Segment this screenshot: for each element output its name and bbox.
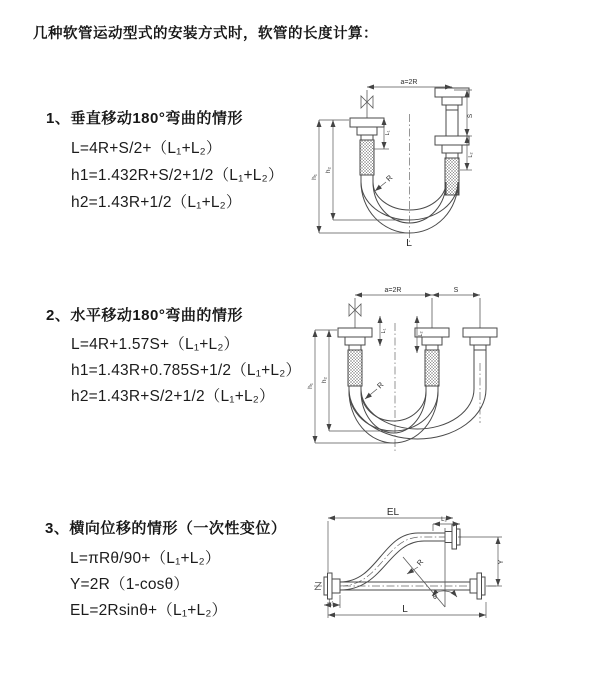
- dimension-stroke-s: [432, 287, 480, 295]
- section-2-formula-h1: h1=1.43R+0.785S+1/2（L₁+L₂）: [71, 362, 302, 379]
- section-3-formula-Y: Y=2R（1-cosθ）: [70, 576, 190, 593]
- dimension-l2: [417, 316, 424, 353]
- theta-label: θ: [433, 594, 437, 601]
- section-3-formula-EL: EL=2Rsinθ+（L₁+L₂）: [70, 602, 228, 619]
- h1-label: h₁: [311, 174, 318, 180]
- hose-right-fittings: [435, 88, 469, 195]
- h2-label: h₂: [321, 376, 328, 384]
- radius-label: R: [414, 557, 426, 568]
- span-label: a=2R: [384, 287, 402, 294]
- dimension-span: [367, 79, 452, 88]
- diagram-horizontal-180-bend: [303, 283, 595, 468]
- l1-label: L₁: [381, 328, 387, 334]
- l1-label: L₁: [328, 599, 334, 605]
- l2-label: L₂: [468, 152, 474, 158]
- diagram-vertical-180-bend: [305, 72, 595, 257]
- section-1-formula-h2: h2=1.43R+1/2（L₁+L₂）: [71, 194, 242, 211]
- dimension-el: [328, 507, 453, 572]
- l2-label: L₂: [418, 331, 424, 337]
- hose-moved-fitting: [463, 328, 497, 363]
- section-3-heading: 3、横向位移的情形（一次性变位）: [45, 520, 287, 537]
- hose-left-fitting: [338, 328, 372, 386]
- length-label: L: [406, 237, 412, 249]
- section-1-formula-h1: h1=1.432R+S/2+1/2（L₁+L₂）: [71, 167, 284, 184]
- page-title: 几种软管运动型式的安装方式时，软管的长度计算：: [33, 26, 378, 42]
- dimension-l1: [380, 316, 387, 346]
- stroke-label: S: [467, 113, 474, 119]
- dimension-h1: [311, 120, 409, 233]
- dimension-l: [328, 602, 486, 618]
- section-3-formula-L: L=πRθ/90+（L₁+L₂）: [70, 550, 221, 567]
- span-label: a=2R: [400, 79, 418, 86]
- radius-label: R: [375, 380, 386, 391]
- l2-label: L₂: [441, 517, 447, 523]
- h1-label: h₁: [307, 383, 314, 389]
- section-1-formula-L: L=4R+S/2+（L₁+L₂）: [71, 140, 222, 157]
- section-1-heading: 1、垂直移动180°弯曲的情形: [46, 110, 243, 127]
- diagram-lateral-displacement: [300, 500, 600, 650]
- hose-left-flange: [324, 573, 340, 599]
- radius-callout: [375, 173, 395, 191]
- l1-label: L₁: [385, 130, 391, 136]
- hose-displaced-curve: [340, 525, 460, 590]
- section-2-formula-L: L=4R+1.57S+（L₁+L₂）: [71, 336, 240, 353]
- length-label: L: [402, 604, 408, 615]
- h2-label: h₂: [325, 166, 332, 174]
- el-label: EL: [386, 507, 400, 518]
- dimension-span: [355, 287, 432, 295]
- section-2-heading: 2、水平移动180°弯曲的情形: [46, 307, 243, 324]
- section-2-formula-h2: h2=1.43R+S/2+1/2（L₁+L₂）: [71, 388, 275, 405]
- hose-left-fitting: [350, 118, 384, 175]
- stroke-label: S: [453, 287, 459, 294]
- y-label: Y: [498, 559, 505, 565]
- radius-label: R: [384, 173, 395, 184]
- radius-callout: [365, 380, 386, 399]
